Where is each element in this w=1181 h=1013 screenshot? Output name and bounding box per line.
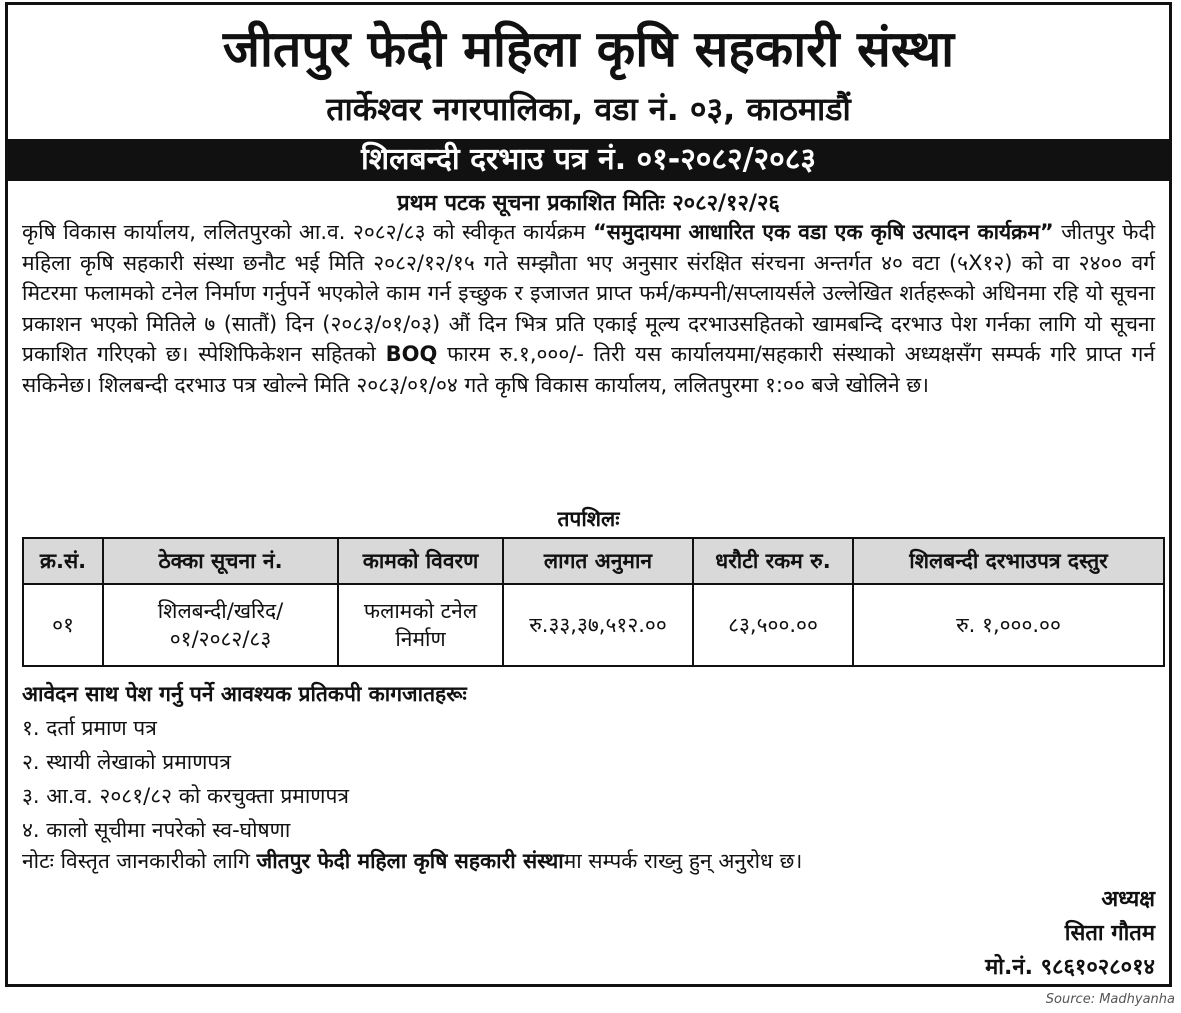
cell: शिलबन्दी/खरिद/ ०१/२०८२/८३ <box>103 584 338 666</box>
signatory-phone: मो.नं. ९८६१०२८०१४ <box>985 955 1155 980</box>
requirements <box>22 677 467 847</box>
requirements-heading: आवेदन साथ पेश गर्नु पर्ने आवश्यक प्रतिकपी कागजातहरूः <box>22 682 467 706</box>
col-header: शिलबन्दी दरभाउपत्र दस्तुर <box>853 538 1164 584</box>
body-text: कृषि विकास कार्यालय, ललितपुरको आ.व. २०८२/८३ को स्वीकृत कार्यक्रम <box>22 220 593 244</box>
list-item: ३. आ.व. २०८१/८२ को करचुक्ता प्रमाणपत्र <box>22 784 349 808</box>
signature-block <box>985 883 1155 985</box>
cell: रु. १,०००.०० <box>853 584 1164 666</box>
list-item: १. दर्ता प्रमाण पत्र <box>22 716 157 740</box>
list-item: २. स्थायी लेखाको प्रमाणपत्र <box>22 750 231 774</box>
organization-title: जीतपुर फेदी महिला कृषि सहकारी संस्था <box>222 20 955 78</box>
body-text: फारम रु.१,०००/- तिरी यस कार्यालयमा/सहकारी संस्थाको अध्यक्षसँग सम्पर्क गरि प्राप्त गर्न सकिनेछ। शिलबन्दी दरभाउ पत्र खोल्ने मिति २०८३/०१/०४ गते कृषि विकास कार्यालय, ललितपुरमा १:०० बजे खोलिने छ। <box>22 342 1155 397</box>
cell: ०१ <box>23 584 103 666</box>
signatory-role: अध्यक्ष <box>1101 887 1155 912</box>
organization-address: तार्केश्वर नगरपालिका, वडा नं. ०३, काठमाडौं <box>326 90 851 128</box>
notice-number-band: शिलबन्दी दरभाउ पत्र नं. ०१-२०८२/२०८३ <box>8 139 1169 181</box>
note <box>22 847 802 875</box>
publication-date: प्रथम पटक सूचना प्रकाशित मितिः २०८२/१२/२६ <box>397 191 780 216</box>
notice-body <box>22 217 1155 400</box>
boq-label: BOQ <box>385 342 438 366</box>
note-org: जीतपुर फेदी महिला कृषि सहकारी संस्था <box>256 849 564 873</box>
list-item: ४. कालो सूचीमा नपरेको स्व-घोषणा <box>22 818 291 842</box>
col-header: लागत अनुमान <box>503 538 693 584</box>
table-header-row <box>23 538 1164 584</box>
col-header: धरौटी रकम रु. <box>693 538 853 584</box>
signatory-name: सिता गौतम <box>1064 921 1155 946</box>
cell: ८३,५००.०० <box>693 584 853 666</box>
program-name: “समुदायमा आधारित एक वडा एक कृषि उत्पादन कार्यक्रम” <box>592 220 1054 244</box>
table-row <box>23 584 1164 666</box>
cell: फलामको टनेल निर्माण <box>338 584 503 666</box>
source-credit: Source: Madhyanha <box>1045 992 1175 1007</box>
bid-table <box>22 537 1165 667</box>
cell: रु.३३,३७,५१२.०० <box>503 584 693 666</box>
col-header: ठेक्का सूचना नं. <box>103 538 338 584</box>
note-text: मा सम्पर्क राख्नु हुन् अनुरोध छ। <box>563 849 803 873</box>
note-text: नोटः विस्तृत जानकारीको लागि <box>22 849 257 873</box>
body-text: जीतपुर फेदी महिला कृषि सहकारी संस्था छनौट भई मिति २०८२/१२/१५ गते सम्झौता भए अनुसार संरक्षित संरचना अन्तर्गत ४० वटा (५X१२) को वा २४०० वर्ग मिटरमा फलामको टनेल निर्माण गर्नुपर्ने भएकोले काम गर्न इच्छुक र इजाजत प्राप्त फर्म/कम्पनी/सप्लायर्सले उल्लेखित शर्तहरूको अधिनमा रहि यो सूचना प्रकाशन भएको मितिले ७ (सातौं) दिन (२०८३/०१/०३) औं दिन भित्र प्रति एकाई मूल्य दरभाउसहितको खामबन्दि दरभाउ पेश गर्नका लागि यो सूचना प्रकाशित गरिएको छ। स्पेशिफिकेशन सहितको <box>22 220 1156 366</box>
schedule-heading: तपशिलः <box>557 507 620 531</box>
notice-frame <box>5 2 1172 987</box>
col-header: कामको विवरण <box>338 538 503 584</box>
col-header: क्र.सं. <box>23 538 103 584</box>
